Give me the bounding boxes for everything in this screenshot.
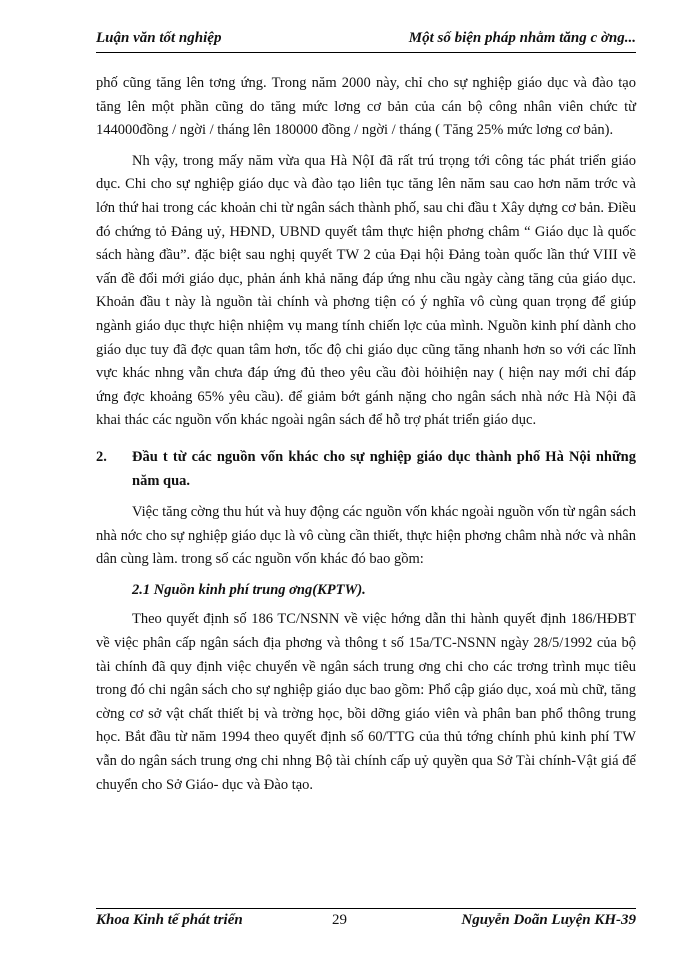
section-heading: [96, 446, 636, 493]
header-divider: [96, 52, 636, 53]
footer-divider: [96, 908, 636, 909]
paragraph-central-funding: Theo quyết định số 186 TC/NSNN về việc hớng dẫn thi hành quyết định 186/HĐBT về việc phân cấp ngân sách địa phơng và thông t số 15a/TC-NSNN ngày 28/5/1992 của bộ tài chính đã quy định việc chuyển về ngân sách trung ơng chi cho các trơng trình mục tiêu trong đó chi ngân sách cho sự nghiệp giáo dục bao gồm: Phổ cập giáo dục, xoá mù chữ, tăng cờng cơ sở vật chất thiết bị và trờng học, bồi dỡng giáo viên và phân ban phổ thông trung học. Bắt đầu từ năm 1994 theo quyết định số 60/TTG của thủ tớng chính phủ kinh phí TW vẫn do ngân sách trung ơng chi nhng Bộ tài chính cấp uỷ quyền qua Sở Tài chính-Vật giá để chuyển cho Sở Giáo- dục và Đào tạo.: [96, 611, 636, 793]
section-number: 2.: [96, 448, 107, 465]
paragraph-education-spending: Nh vậy, trong mấy năm vừa qua Hà NộI đã rất trú trọng tới công tác phát triển giáo dục. Chi cho sự nghiệp giáo dục và đào tạo liên tục tăng lên năm sau cao hơn năm trớc và lớn thứ hai trong các khoản chi từ ngân sách thành phố, sau chi đầu t Xây dựng cơ bản. Điều đó chứng tỏ Đảng uỷ, HĐND, UBND quyết tâm thực hiện phơng châm “ Giáo dục là quốc sách hàng đầu”. đặc biệt sau nghị quyết TW 2 của Đại hội Đảng toàn quốc lần thứ VIII về vấn đề đổi mới giáo dục, phản ánh khả năng đáp ứng nhu cầu ngày càng tăng của giáo dục. Khoản đầu t này là nguồn tài chính và phơng tiện có ý nghĩa vô cùng quan trọng để giúp ngành giáo dục thực hiện nhiệm vụ mang tính chiến lợc của mình. Nguồn kinh phí dành cho giáo dục tuy đã đợc quan tâm hơn, tốc độ chi giáo dục cũng tăng nhanh hơn so với các lĩnh vực khác nhng vẫn chưa đáp ứng đủ theo yêu cầu đòi hỏihiện nay ( hiện nay mới chỉ đáp ứng đợc khoảng 65% yêu cầu). để giảm bớt gánh nặng cho ngân sách nhà nớc Hà Nội đã khai thác các nguồn vốn khác ngoài ngân sách để hỗ trợ phát triển giáo dục.: [96, 152, 636, 429]
page-header: [96, 30, 636, 52]
page-number: 29: [332, 912, 347, 928]
header-thesis-title: Một số biện pháp nhằm tăng c ờng...: [408, 30, 636, 46]
section-title: Đầu t từ các nguồn vốn khác cho sự nghiệp giáo dục thành phố Hà Nội những năm qua.: [132, 448, 636, 489]
footer-faculty: Khoa Kinh tế phát triển: [96, 912, 243, 928]
page-footer: [96, 912, 636, 936]
header-thesis-label: Luận văn tốt nghiệp: [96, 30, 222, 46]
page-body: [96, 72, 636, 804]
subsection-heading: 2.1 Nguồn kinh phí trung ơng(KPTW).: [132, 581, 366, 598]
paragraph-continuation: phố cũng tăng lên tơng ứng. Trong năm 2000 này, chỉ cho sự nghiệp giáo dục và đào tạo tăng lên một phần cũng do tăng mức lơng cơ bản của cán bộ công nhân viên chức từ 144000đồng / ngời / tháng lên 180000 đồng / ngời / tháng ( Tăng 25% mức lơng cơ bản).: [96, 75, 636, 139]
footer-author: Nguyễn Doãn Luyện KH-39: [461, 912, 636, 928]
paragraph-other-funding: Việc tăng cờng thu hút và huy động các nguồn vốn khác ngoài nguồn vốn từ ngân sách nhà nớc cho sự nghiệp giáo dục là vô cùng cần thiết, thực hiện phơng châm nhà nớc và nhân dân cùng làm. trong số các nguồn vốn khác đó bao gồm:: [96, 504, 636, 568]
